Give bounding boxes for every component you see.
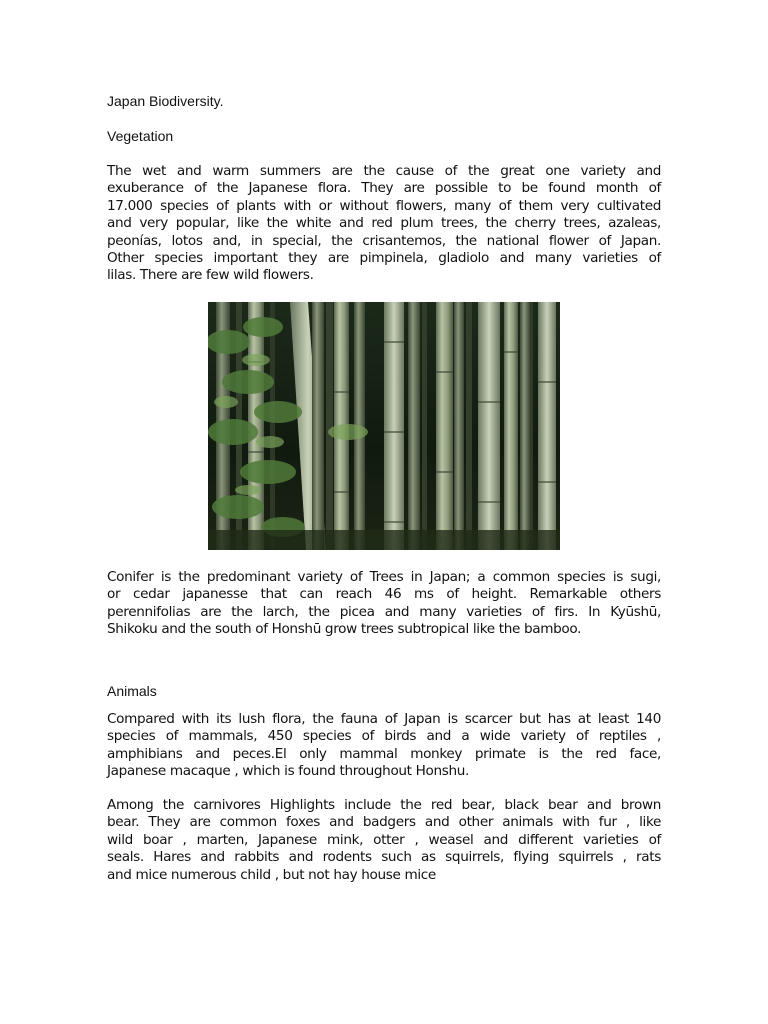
paragraph-line: Japanese macaque , which is found throughout Honshu. bbox=[107, 763, 469, 780]
heading-animals: Animals bbox=[107, 683, 157, 699]
paragraph-line: Shikoku and the south of Honshū grow trees subtropical like the bamboo. bbox=[107, 621, 582, 638]
paragraph-carnivores bbox=[107, 797, 661, 884]
paragraph-line: seals. Hares and rabbits and rodents such as squirrels, flying squirrels , rats bbox=[107, 849, 661, 866]
paragraph-line: species of mammals, 450 species of birds and a wide variety of reptiles , bbox=[107, 728, 661, 745]
paragraph-line: Conifer is the predominant variety of Trees in Japan; a common species is sugi, bbox=[107, 569, 661, 585]
paragraph-fauna bbox=[107, 711, 661, 781]
bamboo-forest-image bbox=[208, 302, 560, 550]
paragraph-line: exuberance of the Japanese flora. They are possible to be found month of bbox=[107, 180, 661, 197]
heading-vegetation: Vegetation bbox=[107, 128, 174, 144]
paragraph-line: perennifolias are the larch, the picea and many varieties of firs. In Kyūshū, bbox=[107, 603, 661, 620]
bamboo-forest-photo bbox=[208, 302, 560, 550]
paragraph-conifers bbox=[107, 569, 661, 639]
paragraph-line: Other species important they are pimpinela, gladiolo and many varieties of bbox=[107, 250, 661, 267]
paragraph-line: amphibians and peces.El only mammal monkey primate is the red face, bbox=[107, 745, 661, 762]
paragraph-line: wild boar , marten, Japanese mink, otter , weasel and different varieties of bbox=[107, 831, 661, 848]
paragraph-vegetation-intro bbox=[107, 163, 661, 285]
paragraph-line: peonías, lotos and, in special, the crisantemos, the national flower of Japan. bbox=[107, 232, 661, 249]
paragraph-line: Among the carnivores Highlights include the red bear, black bear and brown bbox=[107, 797, 661, 813]
paragraph-line: bear. They are common foxes and badgers and other animals with fur , like bbox=[107, 814, 661, 831]
paragraph-line: and mice numerous child , but not hay house mice bbox=[107, 866, 436, 883]
document-title: Japan Biodiversity. bbox=[107, 93, 224, 109]
paragraph-line: Compared with its lush flora, the fauna of Japan is scarcer but has at least 140 bbox=[107, 711, 661, 727]
paragraph-line: or cedar japanesse that can reach 46 ms of height. Remarkable others bbox=[107, 586, 661, 603]
paragraph-line: lilas. There are few wild flowers. bbox=[107, 267, 314, 284]
paragraph-line: 17.000 species of plants with or without flowers, many of them very cultivated bbox=[107, 197, 661, 214]
paragraph-line: and very popular, like the white and red plum trees, the cherry trees, azaleas, bbox=[107, 215, 661, 232]
paragraph-line: The wet and warm summers are the cause of the great one variety and bbox=[107, 163, 661, 179]
